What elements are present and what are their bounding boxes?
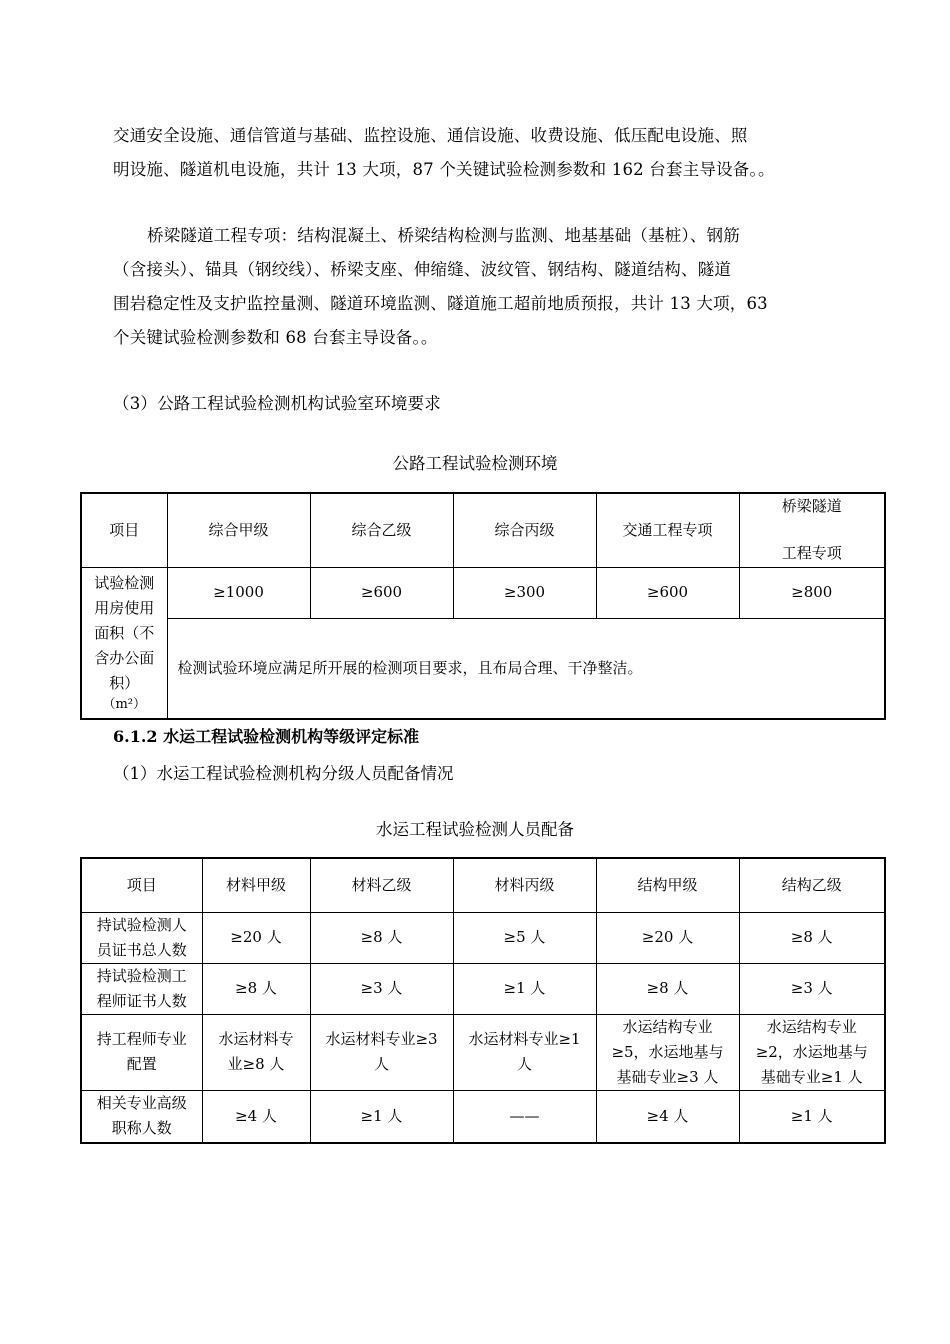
row-label-line: 用房使用 (94, 599, 155, 618)
cell-line: 基础专业≥3 人 (616, 1067, 719, 1086)
paragraph-line: 桥梁隧道工程专项：结构混凝土、桥梁结构检测与监测、地基基础（基桩）、钢筋 (147, 226, 740, 245)
paragraph-line: 围岩稳定性及支护监控量测、隧道环境监测、隧道施工超前地质预报，共计 13 大项，63 (113, 294, 768, 313)
row-label (81, 1014, 202, 1090)
row-label-line: 面积（不 (94, 624, 155, 643)
cell-line: 水运结构专业 (766, 1017, 857, 1036)
row-label-line: 相关专业高级 (96, 1094, 187, 1113)
paragraph-line: 明设施、隧道机电设施，共计 13 大项，87 个关键试验检测参数和 162 台套主导设备。。 (113, 160, 775, 179)
header-cell: 项目 (81, 858, 202, 912)
value-cell: ≥3 人 (310, 963, 453, 1014)
value-cell: ≥1 人 (739, 1090, 885, 1143)
section-heading: 6.1.2 水运工程试验检测机构等级评定标准 (113, 727, 420, 746)
value-cell (310, 1014, 453, 1090)
value-cell: ≥5 人 (453, 912, 596, 963)
header-cell: 材料乙级 (310, 858, 453, 912)
header-cell: 项目 (81, 493, 167, 567)
row-label-line: 含办公面 (94, 649, 155, 668)
header-cell: 结构乙级 (739, 858, 885, 912)
cell-line: 水运材料专业≥1 (468, 1030, 581, 1048)
table-row (81, 912, 885, 963)
value-cell: ≥4 人 (202, 1090, 310, 1143)
value-cell (453, 1014, 596, 1090)
header-cell: 交通工程专项 (596, 493, 739, 567)
row-label-line: 持试验检测工 (96, 966, 187, 985)
table-header-row (81, 858, 885, 912)
paragraph-line: 交通安全设施、通信管道与基础、监控设施、通信设施、收费设施、低压配电设施、照 (113, 126, 748, 145)
paragraph-line: （3）公路工程试验检测机构试验室环境要求 (113, 394, 441, 413)
row-label-line: 持试验检测人 (96, 915, 187, 934)
value-cell: ≥20 人 (596, 912, 739, 963)
table-header-row (81, 493, 885, 567)
table-row (81, 567, 885, 618)
cell-line: 水运结构专业 (622, 1017, 713, 1036)
cell-line: 人 (516, 1055, 532, 1073)
header-line: 桥梁隧道 (781, 497, 842, 516)
header-cell: 综合甲级 (167, 493, 310, 567)
value-cell: ≥1 人 (310, 1090, 453, 1143)
row-label-line: 试验检测 (94, 574, 155, 593)
value-cell: ≥600 (310, 567, 453, 618)
header-cell: 材料丙级 (453, 858, 596, 912)
header-cell: 结构甲级 (596, 858, 739, 912)
cell-line: 水运材料专业≥3 (325, 1030, 438, 1048)
value-cell: ≥20 人 (202, 912, 310, 963)
row-label (81, 1090, 202, 1143)
cell-line: 人 (373, 1055, 389, 1073)
value-cell: ≥3 人 (739, 963, 885, 1014)
paragraph-2 (113, 219, 863, 355)
value-cell (739, 1014, 885, 1090)
row-label-line: （m²） (102, 697, 147, 713)
row-label (81, 567, 167, 719)
value-cell: —— (453, 1090, 596, 1143)
row-label-line: 积） (109, 674, 140, 693)
cell-line: ≥5，水运地基与 (611, 1042, 724, 1061)
cell-line: 基础专业≥1 人 (760, 1067, 863, 1086)
table-row (81, 1014, 885, 1090)
note-cell: 检测试验环境应满足所开展的检测项目要求，且布局合理、干净整洁。 (167, 618, 885, 719)
table-highway-environment (80, 492, 886, 720)
section-subheading: （1）水运工程试验检测机构分级人员配备情况 (113, 764, 454, 783)
row-label (81, 912, 202, 963)
value-cell: ≥8 人 (596, 963, 739, 1014)
table-row (81, 963, 885, 1014)
header-cell: 综合丙级 (453, 493, 596, 567)
table-row (81, 618, 885, 719)
paragraph-line: （含接头）、锚具（钢绞线）、桥梁支座、伸缩缝、波纹管、钢结构、隧道结构、隧道 (113, 260, 732, 279)
row-label-line: 程师证书人数 (96, 991, 187, 1010)
header-cell (739, 493, 885, 567)
header-cell: 综合乙级 (310, 493, 453, 567)
value-cell: ≥8 人 (739, 912, 885, 963)
value-cell: ≥300 (453, 567, 596, 618)
value-cell (202, 1014, 310, 1090)
value-cell: ≥8 人 (202, 963, 310, 1014)
row-label (81, 963, 202, 1014)
value-cell: ≥1000 (167, 567, 310, 618)
value-cell: ≥800 (739, 567, 885, 618)
value-cell: ≥1 人 (453, 963, 596, 1014)
row-label-line: 职称人数 (111, 1119, 172, 1138)
row-label-line: 持工程师专业 (96, 1030, 187, 1048)
paragraph-line: 个关键试验检测参数和 68 台套主导设备。。 (113, 328, 438, 347)
value-cell: ≥600 (596, 567, 739, 618)
cell-line: 业≥8 人 (227, 1055, 285, 1073)
header-cell: 材料甲级 (202, 858, 310, 912)
cell-line: ≥2，水运地基与 (755, 1042, 868, 1061)
value-cell: ≥8 人 (310, 912, 453, 963)
header-line: 工程专项 (781, 544, 842, 563)
table-row (81, 1090, 885, 1143)
cell-line: 水运材料专 (218, 1030, 294, 1048)
table2-caption: 水运工程试验检测人员配备 (376, 820, 574, 839)
value-cell: ≥4 人 (596, 1090, 739, 1143)
table1-caption: 公路工程试验检测环境 (392, 454, 558, 473)
paragraph-1 (113, 119, 863, 187)
table-waterway-personnel (80, 857, 886, 1144)
paragraph-3 (113, 387, 863, 421)
value-cell (596, 1014, 739, 1090)
row-label-line: 员证书总人数 (96, 940, 187, 959)
row-label-line: 配置 (126, 1055, 157, 1073)
